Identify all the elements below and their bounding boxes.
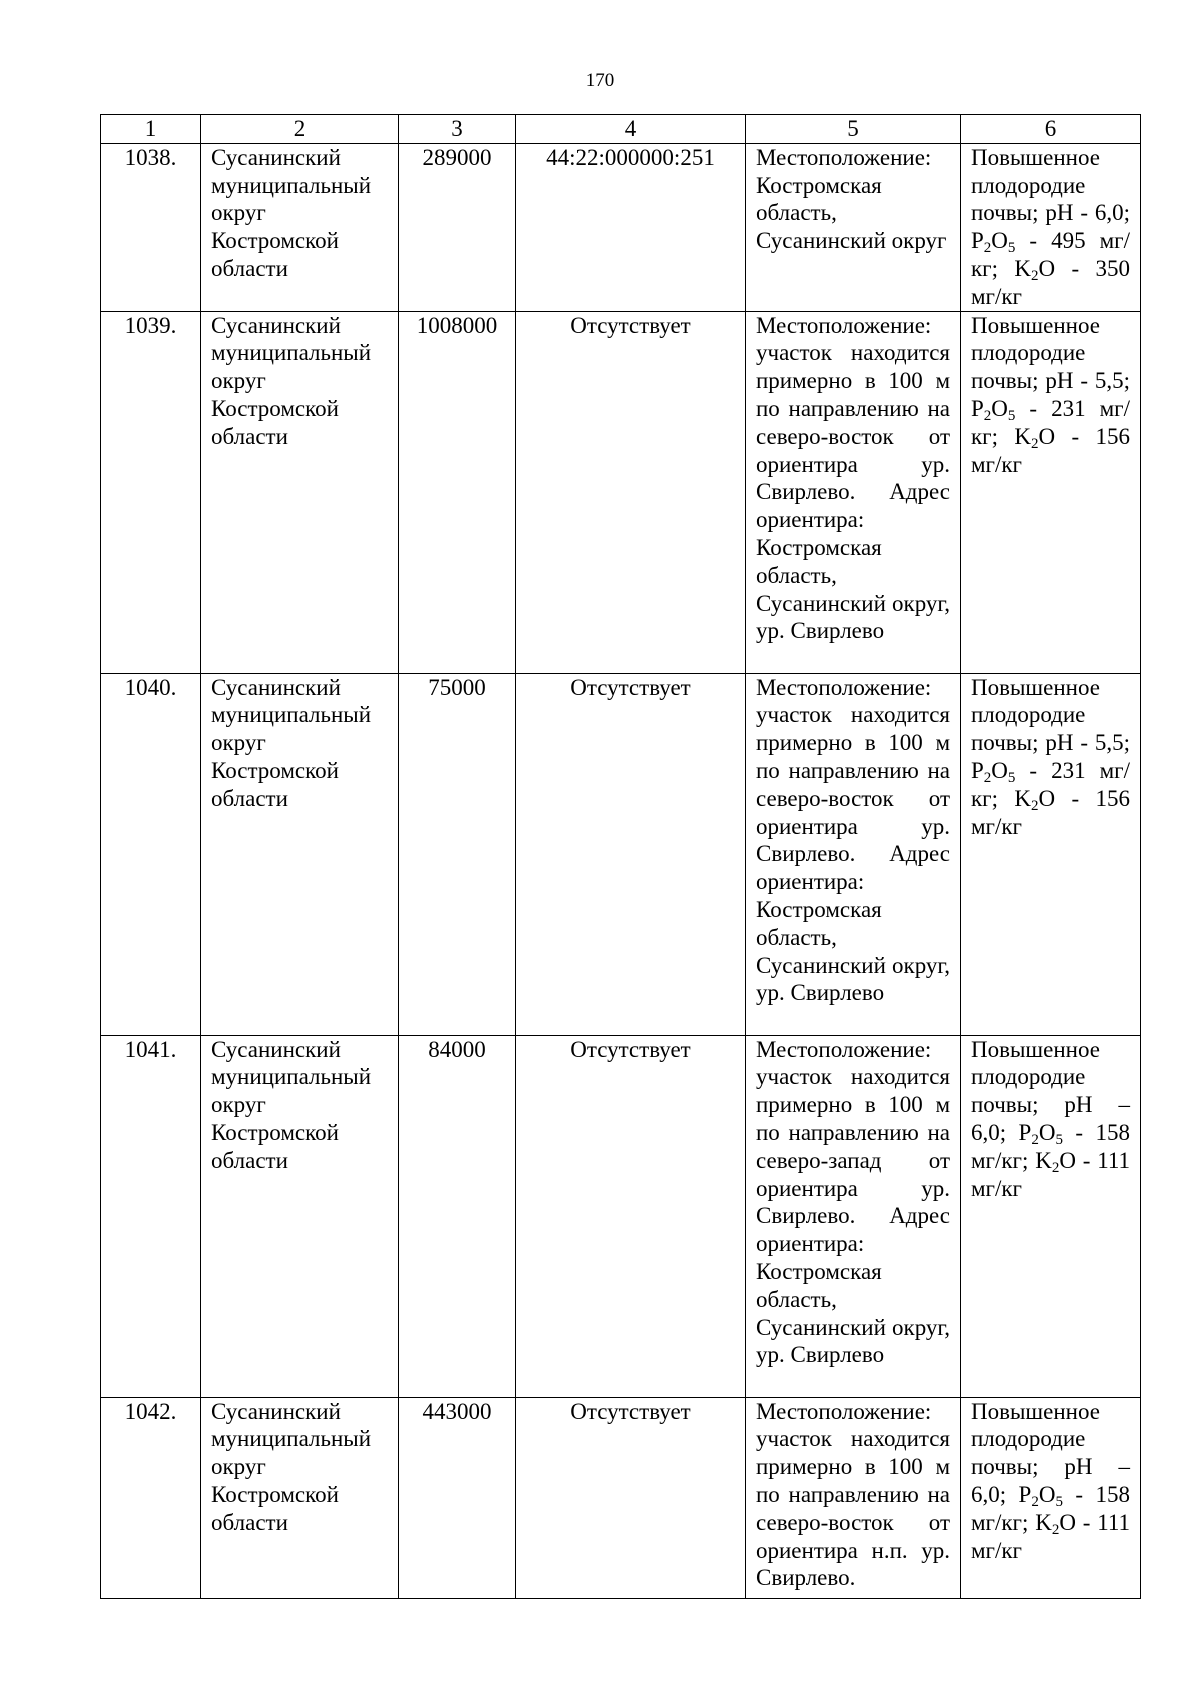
column-header: 4 <box>516 115 746 144</box>
location-cell: Местоположение: участок находится примерно в 100 м по направлению на северо-восток от ориентира ур. Свирлево. Адрес ориентира: Костромская область, Сусанинский округ, ур. Свирлево <box>746 311 961 673</box>
table-row <box>101 1397 1141 1598</box>
soil-subscript: 2 <box>1030 797 1039 814</box>
land-plots-table <box>100 114 1141 1599</box>
soil-text-suffix: O - 350 мг/кг <box>971 255 1130 309</box>
soil-fertility-cell <box>961 1397 1141 1598</box>
area-cell: 84000 <box>399 1035 516 1397</box>
soil-text-suffix: O - 111 мг/кг <box>971 1509 1130 1563</box>
soil-fertility-cell <box>961 143 1141 311</box>
area-cell: 75000 <box>399 673 516 1035</box>
table-header-row <box>101 115 1141 144</box>
soil-text-suffix: O - 111 мг/кг <box>971 1147 1130 1201</box>
cadastral-number-cell: Отсутствует <box>516 673 746 1035</box>
row-number: 1041. <box>101 1035 201 1397</box>
district-cell: Сусанинский муниципальный округ Костромской области <box>201 1035 399 1397</box>
soil-text-prefix: Повышенное плодородие почвы; pH - 5,5; P <box>971 312 1130 421</box>
cadastral-number-cell: 44:22:000000:251 <box>516 143 746 311</box>
soil-subscript: 5 <box>1055 1493 1063 1510</box>
soil-text-prefix: Повышенное плодородие почвы; pH - 6,0; P <box>971 144 1130 254</box>
soil-fertility-cell <box>961 673 1141 1035</box>
soil-subscript: 2 <box>1030 435 1039 452</box>
soil-text-suffix: O - 156 мг/кг <box>971 785 1130 839</box>
soil-text-prefix: Повышенное плодородие почвы; pH - 5,5; P <box>971 674 1130 783</box>
row-number: 1039. <box>101 311 201 673</box>
soil-text: O <box>991 228 1008 254</box>
soil-subscript: 5 <box>1007 769 1016 786</box>
cadastral-number-cell: Отсутствует <box>516 1397 746 1598</box>
soil-text: - 231 мг/кг; K <box>971 395 1130 449</box>
column-header: 2 <box>201 115 399 144</box>
soil-fertility-cell <box>961 311 1141 673</box>
table-row <box>101 1035 1141 1397</box>
area-cell: 1008000 <box>399 311 516 673</box>
soil-text: O <box>1038 1481 1056 1507</box>
area-cell: 443000 <box>399 1397 516 1598</box>
row-number: 1042. <box>101 1397 201 1598</box>
soil-subscript: 2 <box>1051 1159 1060 1176</box>
column-header: 3 <box>399 115 516 144</box>
soil-subscript: 2 <box>1030 267 1039 284</box>
column-header: 6 <box>961 115 1141 144</box>
row-number: 1040. <box>101 673 201 1035</box>
district-cell: Сусанинский муниципальный округ Костромской области <box>201 311 399 673</box>
row-number: 1038. <box>101 143 201 311</box>
location-cell: Местоположение: участок находится примерно в 100 м по направлению на северо-восток от ориентира ур. Свирлево. Адрес ориентира: Костромская область, Сусанинский округ, ур. Свирлево <box>746 673 961 1035</box>
soil-text: O <box>991 395 1008 421</box>
soil-text: O <box>1038 1119 1056 1145</box>
soil-subscript: 5 <box>1007 240 1016 257</box>
soil-text-prefix: Повышенное плодородие почвы; pH – 6,0; P <box>971 1398 1130 1507</box>
soil-text: O <box>991 757 1008 783</box>
table-row <box>101 673 1141 1035</box>
soil-fertility-cell <box>961 1035 1141 1397</box>
soil-subscript: 2 <box>983 240 992 257</box>
soil-text-suffix: O - 156 мг/кг <box>971 423 1130 477</box>
area-cell: 289000 <box>399 143 516 311</box>
soil-subscript: 5 <box>1007 407 1016 424</box>
location-cell: Местоположение: участок находится примерно в 100 м по направлению на северо-запад от ориентира ур. Свирлево. Адрес ориентира: Костромская область, Сусанинский округ, ур. Свирлево <box>746 1035 961 1397</box>
table-row <box>101 143 1141 311</box>
soil-subscript: 2 <box>1031 1131 1039 1148</box>
district-cell: Сусанинский муниципальный округ Костромской области <box>201 143 399 311</box>
column-header: 1 <box>101 115 201 144</box>
cadastral-number-cell: Отсутствует <box>516 1035 746 1397</box>
location-cell: Местоположение: Костромская область, Сусанинский округ <box>746 143 961 311</box>
soil-text: - 158 мг/кг; K <box>971 1481 1130 1535</box>
soil-text: - 158 мг/кг; K <box>971 1119 1130 1173</box>
soil-text-prefix: Повышенное плодородие почвы; pH – 6,0; P <box>971 1036 1130 1145</box>
soil-subscript: 5 <box>1055 1131 1063 1148</box>
cadastral-number-cell: Отсутствует <box>516 311 746 673</box>
table-row <box>101 311 1141 673</box>
soil-subscript: 2 <box>1051 1521 1060 1538</box>
soil-text: - 495 мг/кг; K <box>971 228 1130 281</box>
soil-text: - 231 мг/кг; K <box>971 757 1130 811</box>
soil-subscript: 2 <box>983 407 992 424</box>
soil-subscript: 2 <box>983 769 992 786</box>
page-number: 170 <box>585 70 615 91</box>
location-cell: Местоположение: участок находится примерно в 100 м по направлению на северо-восток от ориентира н.п. ур. Свирлево. <box>746 1397 961 1598</box>
district-cell: Сусанинский муниципальный округ Костромской области <box>201 1397 399 1598</box>
soil-subscript: 2 <box>1031 1493 1039 1510</box>
column-header: 5 <box>746 115 961 144</box>
district-cell: Сусанинский муниципальный округ Костромской области <box>201 673 399 1035</box>
